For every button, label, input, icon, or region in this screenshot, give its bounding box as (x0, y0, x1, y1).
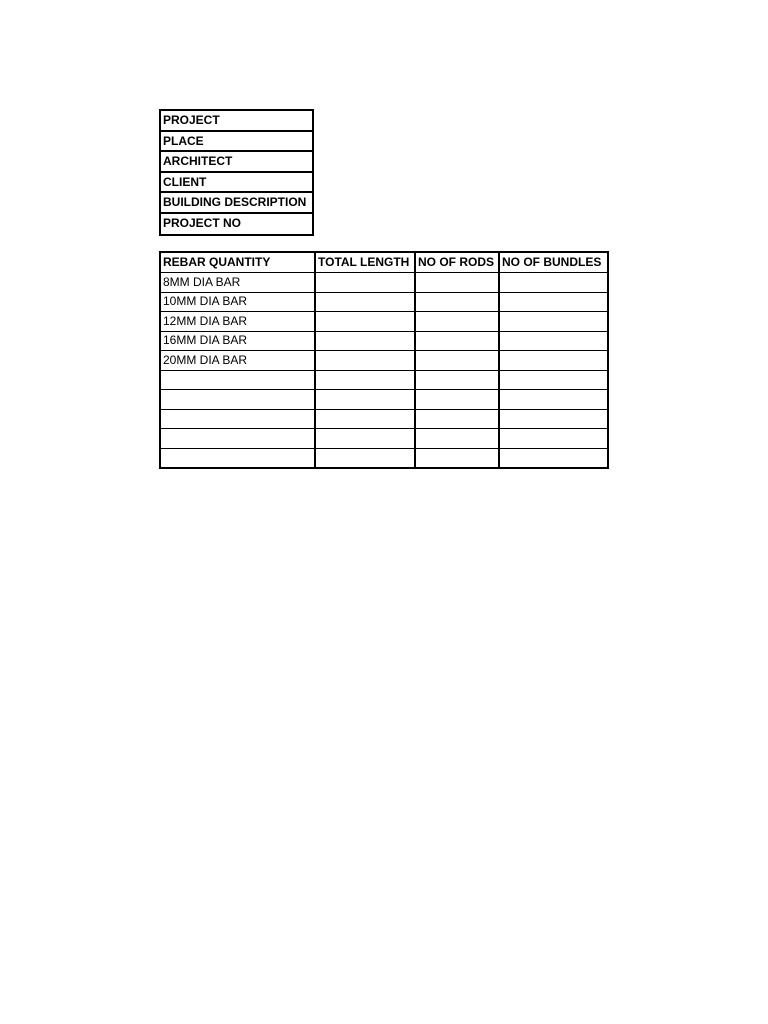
table-row (160, 448, 608, 468)
table-cell[interactable] (160, 448, 315, 468)
rebar-quantity-table (159, 251, 609, 469)
info-row-architect: ARCHITECT (161, 152, 312, 173)
table-cell[interactable] (499, 312, 608, 332)
table-cell[interactable] (315, 312, 415, 332)
table-row (160, 351, 608, 371)
rebar-table-body (160, 273, 608, 469)
table-cell[interactable] (315, 351, 415, 371)
table-cell[interactable] (499, 390, 608, 410)
table-cell[interactable] (415, 312, 499, 332)
table-cell[interactable]: 8MM DIA BAR (160, 273, 315, 293)
table-cell[interactable] (415, 370, 499, 390)
table-cell[interactable] (160, 409, 315, 429)
project-info-table (159, 109, 314, 236)
table-cell[interactable] (499, 273, 608, 293)
table-cell[interactable] (415, 409, 499, 429)
header-total-length: TOTAL LENGTH (315, 252, 415, 273)
table-row (160, 390, 608, 410)
info-row-project: PROJECT (161, 111, 312, 132)
table-cell[interactable] (415, 390, 499, 410)
table-cell[interactable] (415, 273, 499, 293)
table-header-row (160, 252, 608, 273)
table-cell[interactable]: 16MM DIA BAR (160, 331, 315, 351)
header-no-of-rods: NO OF RODS (415, 252, 499, 273)
info-row-project-no: PROJECT NO (163, 215, 242, 230)
table-cell[interactable] (315, 292, 415, 312)
table-cell[interactable] (499, 409, 608, 429)
info-row-building-description: BUILDING DESCRIPTION (161, 193, 312, 214)
table-cell[interactable] (160, 370, 315, 390)
table-cell[interactable] (415, 448, 499, 468)
table-cell[interactable]: 12MM DIA BAR (160, 312, 315, 332)
table-cell[interactable] (415, 351, 499, 371)
table-cell[interactable] (315, 273, 415, 293)
table-cell[interactable] (415, 429, 499, 449)
table-cell[interactable]: 20MM DIA BAR (160, 351, 315, 371)
table-cell[interactable] (499, 351, 608, 371)
table-row (160, 409, 608, 429)
table-cell[interactable] (315, 409, 415, 429)
table-cell[interactable] (499, 448, 608, 468)
table-row (160, 429, 608, 449)
header-rebar-quantity: REBAR QUANTITY (160, 252, 315, 273)
header-no-of-bundles: NO OF BUNDLES (499, 252, 608, 273)
info-row-place: PLACE (161, 132, 312, 153)
table-cell[interactable] (160, 390, 315, 410)
table-row (160, 312, 608, 332)
table-cell[interactable] (160, 429, 315, 449)
table-cell[interactable] (499, 292, 608, 312)
table-row (160, 370, 608, 390)
table-cell[interactable]: 10MM DIA BAR (160, 292, 315, 312)
info-row-client: CLIENT (161, 173, 312, 194)
table-cell[interactable] (415, 331, 499, 351)
table-cell[interactable] (315, 390, 415, 410)
table-cell[interactable] (315, 429, 415, 449)
table-cell[interactable] (315, 448, 415, 468)
table-row (160, 273, 608, 293)
table-cell[interactable] (415, 292, 499, 312)
table-row (160, 292, 608, 312)
table-row (160, 331, 608, 351)
table-cell[interactable] (499, 370, 608, 390)
table-cell[interactable] (315, 331, 415, 351)
table-cell[interactable] (499, 429, 608, 449)
table-cell[interactable] (315, 370, 415, 390)
table-cell[interactable] (499, 331, 608, 351)
